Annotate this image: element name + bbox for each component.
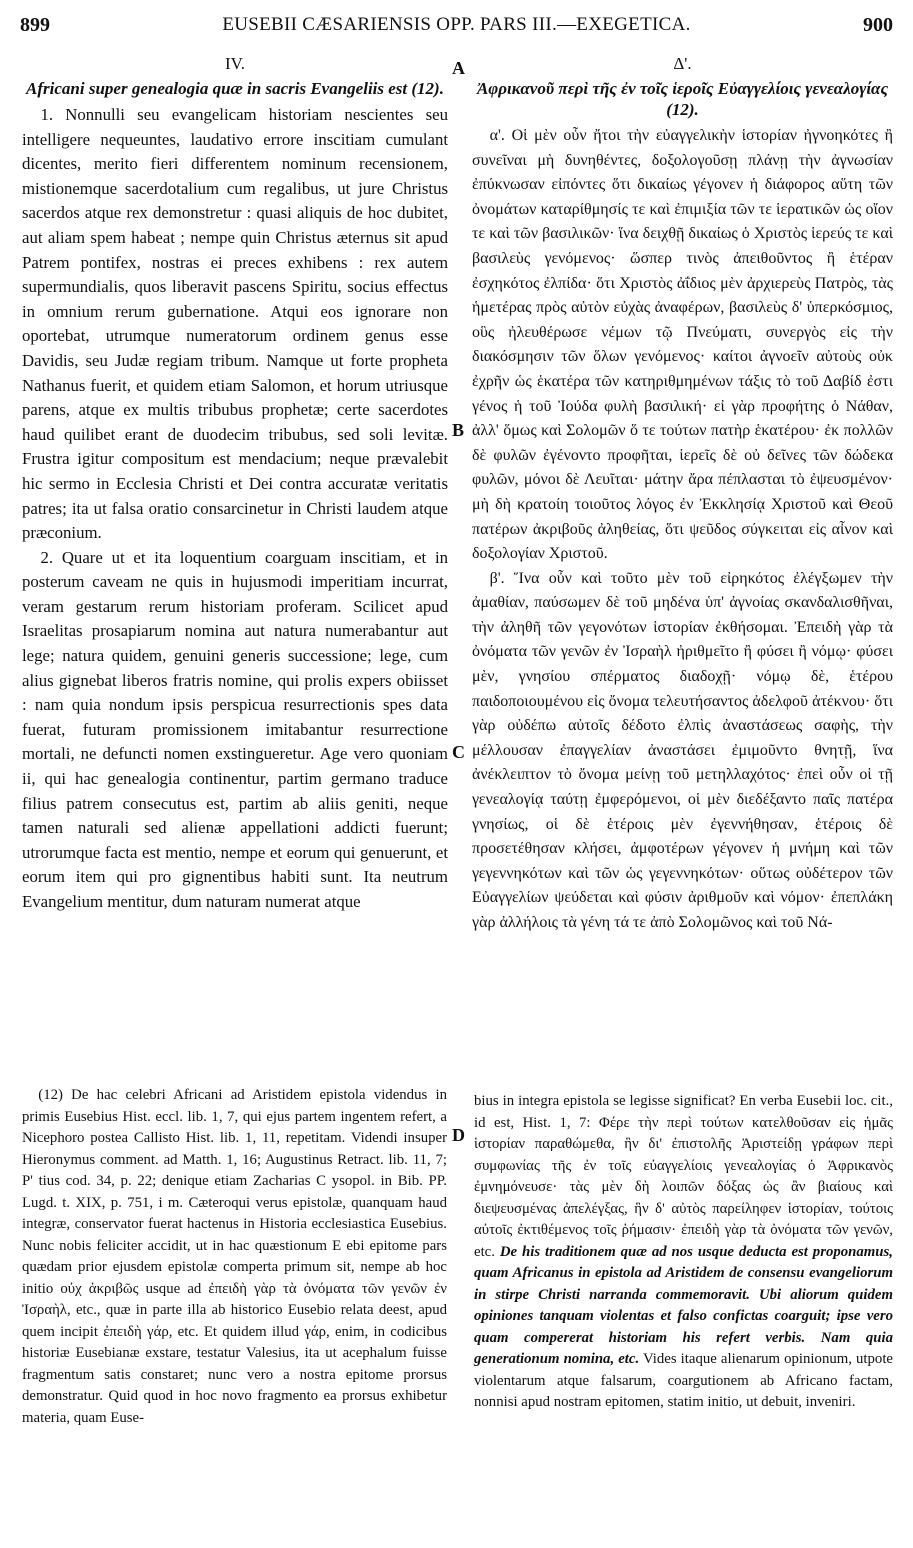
greek-paragraph-1: α'. Οἱ μὲν οὖν ἤτοι τὴν εὐαγγελικὴν ἱστορίαν ἠγνοηκότες ἢ συνεῖναι μὴ δυνηθέντες, δοξολογοῦσῃ πλάνῃ τὴν ἀγνωσίαν ἐπύκνωσαν εἰπόντες ὅτι δικαίως γέγονεν ἡ διάφορος αὕτη τῶν ὀνομάτων καταρίθμησίς τε καὶ ἐπιμιξία τῶν τε ἱερατικῶν ὡς οἴον τε καὶ τῶν βασιλικῶν· ἵνα δειχθῇ δικαίως ὁ Χριστὸς ἱερεύς τε καὶ βασιλεὺς γενόμενος· ὥσπερ τινὸς ἀπειθοῦντος ἢ ἑτέραν ἐσχηκότος ἐλπίδα· ὅτι Χριστὸς ἀΐδιος μὲν ἀρχιερεὺς Πατρὸς, τὰς ἡμετέρας πρὸς αὐτὸν εὐχὰς ἀναφέρων, βασιλεὺς δ' ὑπερκόσμιος, οὓς ἠλευθέρωσε νέμων τῷ Πνεύματι, συνεργὸς εἰς τὴν διακόσμησιν τῶν ὅλων γενόμενος· καίτοι ἀγνοεῖν αὐτοὺς οὐκ ἐχρῆν ὡς ἑκατέρα τῶν κατηριθμημένων τάξις τὸ τοῦ Δαβίδ ἐστι γένος ἡ τοῦ Ἰούδα φυλὴ βασιλική· εἰ γὰρ προφήτης ὁ Νάθαν, ἀλλ' ὅμως καὶ Σολομῶν ὅ τε τούτων πατὴρ ἑκατέρου· ἐκ πολλῶν δὲ φυλῶν ἐγένοντο προφῆται, ἱερεῖς δὲ οὐ δεῖνες τῶν δώδεκα φυλῶν, μόνοι δὲ Λευῖται· μάτην ἄρα πέπλασται τὸ ἐψευσμένον· μὴ δὴ κρατοίη τοιοῦτος λόγος ἐν Ἐκκλησίᾳ Χριστοῦ καὶ Θεοῦ πατέρων ἀκριβοῦς ἀληθείας, ὅτι ψεῦδος σύγκειται εἰς αἶνον καὶ δοξολογίαν Χριστοῦ. [472, 127, 893, 563]
footnote-left: (12) De hac celebri Africani ad Aristidem epistola videndus in primis Eusebius Hist. eccl. lib. 1, 7, qui ejus partem ingentem refert, a Nicephoro postea Callisto Hist. lib. 1, 11, repetitam. Videndi insuper Hieronymus comment. ad Matth. 1, 16; Augustinus Retract. lib. 11, 7; P' tius cod. 34, p. 22; denique etiam Zacharias C ysopol. in Bib. PP. Lugd. t. XIX, p. 751, i m. Cæteroqui verus epistolæ, quanquam haud integræ, conservator fuerat hactenus in Historia ecclesiastica Eusebius. Nunc nobis feliciter accidit, ut in hac quæstionum E ebi epitome pars quædam prior ejusdem epistolæ comperta primum sit, nempe ab hoc initio οὐχ ἀκριβῶς usque ad ἐπειδὴ γὰρ τὰ ὀνόματα τῶν γενῶν ἐν Ἰσραὴλ, etc., quæ in parte illa ab historico Eusebio relata deest, apud quem incipit ἐπειδὴ γάρ, etc. Et quidem illud γάρ, enim, in codicibus historiæ Eusebianæ exstare, testatur Valesius, ita ut acephalum fuisse fragmentum satis constaret; nunc vero a nostra epitome prorsus demonstratur. Quid quod in hoc novo fragmento ea prorsus exhibetur materia, quam Euse- [22, 1087, 447, 1426]
margin-letter-a: A [452, 58, 465, 78]
footnote-right-text: bius in integra epistola se legisse significat? En verba Eusebii loc. cit., id est, Hist. 1, 7: Φέρε τὴν περὶ τούτων κατελθοῦσαν εἰς ἡμᾶς ἱστορίαν παραθώμεθα, ἣν δι' ἐπιστολῆς Ἀριστείδῃ γράφων περὶ συμφωνίας τῆς ἐν τοῖς εὐαγγελίοις γενεαλογίας ὁ Ἀφρικανὸς ἐμνημόνευσε· τὰς μὲν δὴ λοιπῶν δόξας ὡς ἂν βιαίους καὶ διεψευσμένας ἀπελέγξας, ἣν δ' αὐτὸς παρείληφεν ἱστορίαν, τούτοις αὐτοῖς ἐκτιθέμενος τοῖς ῥήμασιν· ἐπειδὴ γὰρ τὰ ὀνόματα τῶν γενῶν, etc. [474, 1093, 893, 1260]
latin-column [22, 54, 448, 915]
footnote-right-italic: De his traditionem quæ ad nos usque deducta est proponamus, quam Africanus in epistola ad Aristidem de consensu evangeliorum in stirpe Christi narranda commemoravit. Ubi aliorum quidem opiniones tanquam violentas et falso confictas coarguit; ipse vero quam compererat historiam his refert verbis. Nam quia generationum nomina, etc. [474, 1243, 893, 1367]
page-number-right: 900 [863, 14, 893, 36]
latin-title: Africani super genealogia quæ in sacris Evangeliis est (12). [26, 79, 444, 98]
footnote-right-end: Vides itaque alienarum opinionum, utpote violentarum atque falsarum, coargutionem ab Africano factam, nonnisi apud nostram epitomen, statim initio, ut debuit, inveniri. [474, 1351, 893, 1410]
greek-paragraph-2: β'. Ἵνα οὖν καὶ τοῦτο μὲν τοῦ εἰρηκότος ἐλέγξωμεν τὴν ἀμαθίαν, παύσωμεν δὲ τοῦ μηδένα ὑπ' ἀγνοίας σκανδαλισθῆναι, τὴν ἀληθῆ τῶν γεγονότων ἱστορίαν ἐκθήσομαι. Ἐπειδὴ γὰρ τὰ ὀνόματα τῶν γενῶν ἐν Ἰσραὴλ ἠριθμεῖτο ἢ φύσει ἢ νόμῳ· φύσει μὲν, γνησίου σπέρματος διαδοχῇ· νόμῳ δὲ, ἑτέρου παιδοποιουμένου εἰς ὄνομα τελευτήσαντος ἀδελφοῦ ἀτέκνου· ὅτι γὰρ οὐδέπω αὐτοῖς δέδοτο ἐλπὶς ἀναστάσεως σαφὴς, τὴν μέλλουσαν ἐπαγγελίαν ἀναστάσει ἐμιμοῦντο θνητῇ, ἵνα ἀνέκλειπτον τὸ ὄνομα μείνῃ τοῦ μετηλλαχότος· ἐπεὶ οὖν οἱ τῇ γενεαλογίᾳ ταύτῃ ἐμφερόμενοι, οἱ μὲν διεδέξαντο παῖς πατέρα γνησίως, οἱ δὲ ἑτέροις μὲν ἐγεννήθησαν, ἑτέροις δὲ προσετέθησαν κλήσει, ἀμφοτέρων γέγονεν ἡ μνήμη καὶ τῶν γεγεννηκότων καὶ τῶν ὡς γεγεννηκότων· οὕτως οὐδέτερον τῶν Εὐαγγελίων ψεύδεται καὶ φύσιν ἀριθμοῦν καὶ νόμον· ἐπεπλάκη γὰρ ἀλλήλοις τὰ γένη τά τε ἀπὸ Σολομῶνος καὶ τοῦ Νά- [472, 569, 893, 931]
running-title: EUSEBII CÆSARIENSIS OPP. PARS III.—EXEGETICA. [222, 14, 691, 35]
greek-section-number: Δ'. [673, 54, 692, 73]
margin-letter-b: B [452, 420, 465, 440]
running-header [20, 14, 893, 44]
latin-paragraph-1: 1. Nonnulli seu evangelicam historiam nescientes seu intelligere nequeuntes, laudativo errore inscitiam cumulant dicentes, merito fieri differentem nominum recensionem, mistionemque sacerdotalium cum regalibus, ut jure Christus sacerdos atque rex demonstretur : quasi aliquis de hoc dubitet, aut aliam spem habeat ; nempe quin Christus æternus sit apud Patrem pontifex, nostras ei preces exhibens : rex autem supermundialis, quos liberavit pascens Spiritu, socius effectus in omnium rerum gubernatione. Atqui eos ignorare non oportebat, utrumque numeratorum ordinem genus esse Davidis, seu Judæ regiam tribum. Namque ut forte propheta Nathanus fuerit, et quidem etiam Salomon, et horum utriusque parens, atque ex multis tribubus prophetæ; certe sacerdotes haud quilibet erant de duodecim tribubus, sed soli levitæ. Frustra igitur compositum est mendacium; neque prævalebit hic sermo in Ecclesia Christi et Dei contra accuratæ veritatis patres; ita ut falsa oratio consarcinetur in Christi laudem atque præconium. [22, 105, 448, 543]
greek-column [472, 54, 893, 936]
footnote-right [474, 1091, 893, 1414]
latin-section-number: IV. [225, 54, 245, 73]
page-number-left: 899 [20, 14, 50, 36]
margin-letter-c: C [452, 742, 465, 762]
greek-title: Ἀφρικανοῦ περὶ τῆς ἐν τοῖς ἱεροῖς Εὐαγγελίοις γενεαλογίας (12). [476, 79, 889, 119]
margin-letter-d: D [452, 1125, 465, 1145]
latin-paragraph-2: 2. Quare ut et ita loquentium coarguam inscitiam, et in posterum caveam ne quis in hujusmodi imperitiam incurrat, veram gestarum rerum historiam proferam. Scilicet apud Israelitas prosapiarum nomina aut natura numerabantur aut lege; natura quidem, genuini generis successione; lege, cum alius gignebat liberos fratris nomine, qui prolis expers obiisset : nam quia nondum ipsis perspicua resurrectionis spes data fuerat, futuram promissionem imitabantur resurrectione mortali, ne defuncti nomen exstingueretur. Age vero quoniam ii, qui hac genealogia continentur, partim germano traduce filius patrem consecutus est, partim ab aliis geniti, neque tamen naturali sed alienæ appellationi addicti fuerunt; utrorumque facta est mentio, nempe et eorum qui genuerunt, et eorum item qui pro gignentibus habiti sunt. Ita neutrum Evangelium mentitur, dum naturam numerat atque [22, 547, 448, 911]
